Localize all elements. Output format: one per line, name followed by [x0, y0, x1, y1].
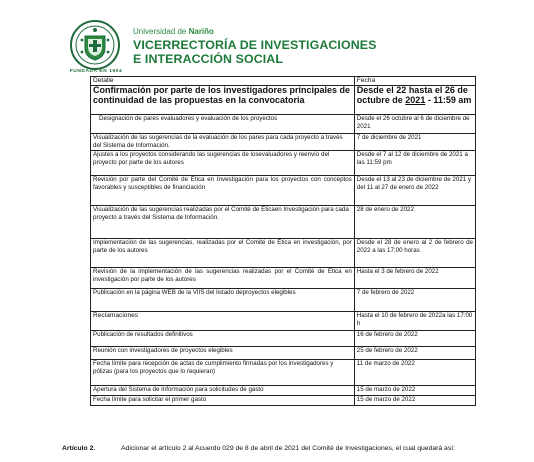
row-date: Desde el 7 al 12 de diciembre de 2021 a las 11:59 pm	[354, 151, 475, 176]
row-date: 28 de enero de 2022	[354, 206, 475, 239]
row-date: 7 de diciembre de 2021	[354, 134, 475, 151]
schedule-table	[90, 76, 476, 406]
table-row	[91, 312, 476, 331]
office-title-line2: E INTERACCIÓN SOCIAL	[133, 52, 284, 66]
table-row	[91, 268, 476, 289]
header-detail: Detalle	[91, 77, 355, 86]
table-row	[91, 134, 476, 151]
article-text: Adicionar el artículo 2 al Acuerdo 029 de 8 de abril de 2021 del Comité de Investigaciones, el cual quedará así:	[121, 445, 456, 452]
row-detail: Visualización de las sugerencias de la evaluación de los pares para cada proyecto a través del Sistema de Información.	[91, 134, 355, 151]
table-row	[91, 396, 476, 406]
article-label: Artículo 2.	[62, 445, 96, 452]
row-date: 16 de febrero de 2022	[354, 331, 475, 347]
row-detail: Fecha límite para recepción de actas de cumplimiento firmadas por los investigadores y pólizas (para los proyectos que lo requieran)	[91, 360, 355, 386]
table-row	[91, 176, 476, 206]
row-date: Desde el 26 octubre al 6 de diciembre de 2021	[354, 115, 475, 134]
table-row	[91, 151, 476, 176]
table-row	[91, 331, 476, 347]
row-detail: Reunión con investigadores de proyectos elegibles	[91, 347, 355, 360]
table-row	[91, 289, 476, 312]
row-date: Desde el 22 hasta el 26 de octubre de 2021 - 11:59 am	[354, 86, 475, 115]
row-detail: Fecha límite para solicitar el primer gasto	[91, 396, 355, 406]
row-date: Hasta el 10 de febrero de 2022a las 17:00 h	[354, 312, 475, 331]
row-detail: Revisión de la implementación de las sugerencias realizadas por el Comité de Ética en investigación por parte de los autores	[91, 268, 355, 289]
row-detail: Publicación de resultados definitivos	[91, 331, 355, 347]
row-detail: Reclamaciones	[91, 312, 355, 331]
office-title	[133, 38, 376, 66]
row-date: 15 de marzo de 2022	[354, 396, 475, 406]
row-detail: Publicación en la página WEB de la VIIS del listado deproyectos elegibles	[91, 289, 355, 312]
row-detail: Visualización de las sugerencias realizadas por el Comité de Éticaen Investigación para cada proyecto a través del Sistema de Información.	[91, 206, 355, 239]
row-date: 11 de marzo de 2022	[354, 360, 475, 386]
row-date: Hasta el 3 de febrero de 2022	[354, 268, 475, 289]
row-detail: Confirmación por parte de los investigadores principales de continuidad de las propuestas en la convocatoria	[91, 86, 355, 115]
table-row	[91, 347, 476, 360]
row-detail: Ajustes a los proyectos considerando las sugerencias de losevaluadores y reenvío del proyecto por parte de los autores	[91, 151, 355, 176]
row-detail: Implementación de las sugerencias, realizadas por el Comité de Ética en investigación, por parte de los autores	[91, 239, 355, 268]
office-title-line1: VICERRECTORÍA DE INVESTIGACIONES	[133, 38, 377, 52]
row-date: 15 de marzo de 2022	[354, 386, 475, 396]
university-seal-icon	[70, 20, 120, 70]
founded-caption: FUNDADA EN 1904	[69, 69, 123, 74]
row-detail: Revisión por parte del Comité de Ética en Investigación para los proyectos con conceptos favorables y susceptibles de financiación	[91, 176, 355, 206]
row-detail: Apertura del Sistema de Información para solicitudes de gasto	[91, 386, 355, 396]
table-row	[91, 386, 476, 396]
header-date: Fecha	[354, 77, 475, 86]
row-date: Desde el 28 de enero al 2 de febrero de 2022 a las 17:00 horas	[354, 239, 475, 268]
table-row	[91, 206, 476, 239]
letterhead	[0, 0, 534, 78]
row-date: 7 de febrero de 2022	[354, 289, 475, 312]
row-date: 25 de febrero de 2022	[354, 347, 475, 360]
table-row	[91, 115, 476, 134]
row-detail: Designación de pares evaluadores y evaluación de los proyectos	[91, 115, 355, 134]
university-name: Universidad de Nariño	[133, 27, 214, 36]
row-date: Desde el 13 al 23 de diciembre de 2021 y del 11 al 27 de enero de 2022	[354, 176, 475, 206]
table-row	[91, 86, 476, 115]
table-row	[91, 239, 476, 268]
table-row	[91, 360, 476, 386]
